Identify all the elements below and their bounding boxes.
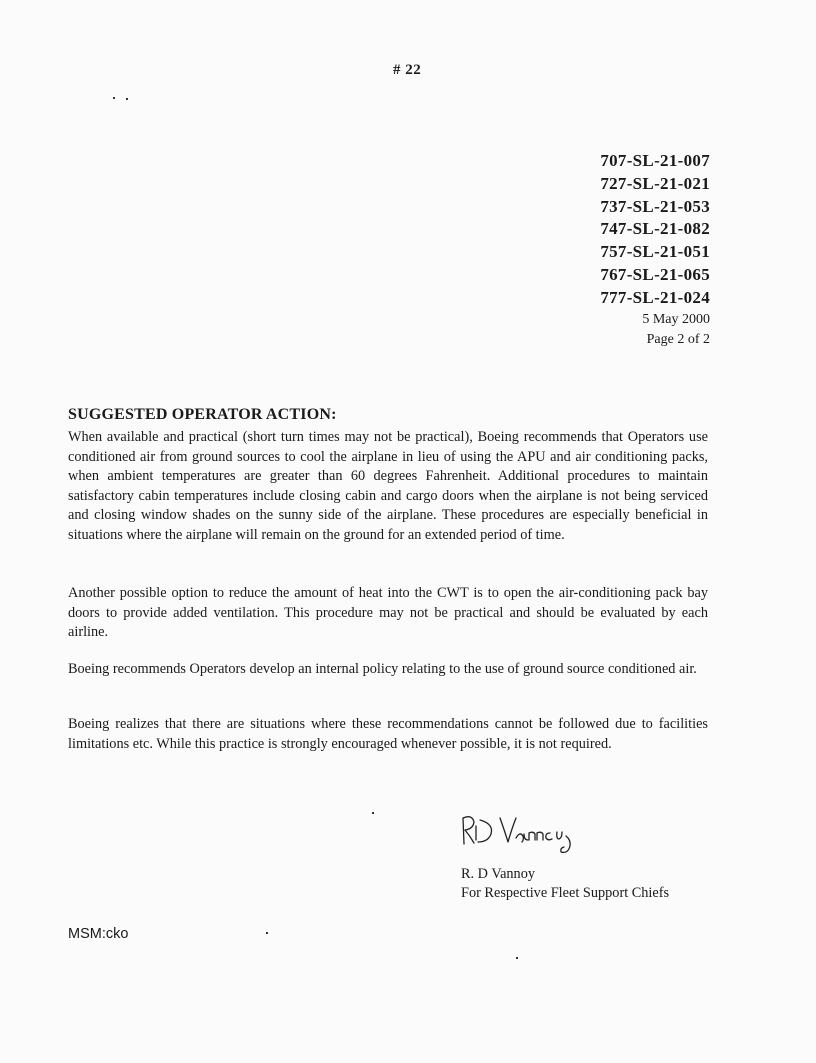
service-letter-ref: 707-SL-21-007	[600, 151, 710, 170]
service-letter-ref: 737-SL-21-053	[600, 196, 710, 216]
body-paragraph: Boeing recommends Operators develop an internal policy relating to the use of ground source conditioned air.	[68, 661, 697, 677]
scan-speck	[516, 957, 518, 959]
scan-speck	[372, 812, 374, 814]
service-letter-ref: 757-SL-21-051	[600, 242, 710, 262]
scan-speck	[113, 97, 115, 99]
signer-name: R. D Vannoy	[461, 866, 536, 882]
reference-block	[560, 150, 710, 350]
body-paragraph: When available and practical (short turn times may not be practical), Boeing recommends that Operators use conditioned air from ground sources to cool the airplane in lieu of using the APU and air conditioning packs, when ambient temperatures are greater than 60 degrees Fahrenheit. Additional procedures to maintain satisfactory cabin temperatures include closing cabin and cargo doors when the airplane is not being serviced and closing window shades on the sunny side of the airplane. These procedures are especially beneficial in situations where the airplane will remain on the ground for an extended period of time.	[68, 429, 708, 543]
service-letter-ref: 767-SL-21-065	[600, 264, 710, 284]
body-paragraph: Another possible option to reduce the amount of heat into the CWT is to open the air-conditioning pack bay doors to provide added ventilation. This procedure may not be practical and should be evaluated by each airline.	[68, 585, 708, 641]
service-letter-ref: 727-SL-21-021	[600, 173, 710, 193]
handwritten-signature-icon	[458, 812, 608, 867]
document-date: 5 May 2000	[642, 311, 710, 327]
scan-speck	[266, 932, 268, 934]
body-paragraph: Boeing realizes that there are situations where these recommendations cannot be followed due to facilities limitations etc. While this practice is strongly encouraged whenever possible, it is not required.	[68, 716, 708, 752]
page-indicator: Page 2 of 2	[646, 331, 710, 347]
service-letter-ref: 777-SL-21-024	[600, 287, 710, 307]
typist-initials: MSM:cko	[68, 926, 129, 942]
signer-title: For Respective Fleet Support Chiefs	[461, 885, 670, 901]
section-heading: SUGGESTED OPERATOR ACTION:	[68, 406, 337, 423]
page-number-stamp: # 22	[393, 62, 422, 78]
scan-speck	[126, 98, 128, 100]
service-letter-ref: 747-SL-21-082	[600, 219, 710, 239]
